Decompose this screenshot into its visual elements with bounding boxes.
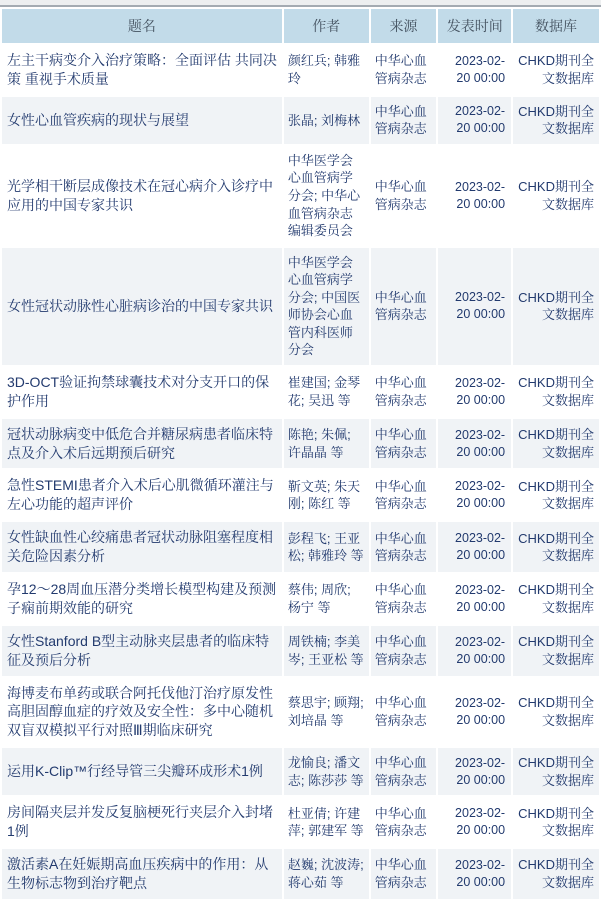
article-database-cell: CHKD期刊全文数据库 [513, 574, 599, 624]
article-database-cell: CHKD期刊全文数据库 [513, 419, 599, 469]
article-database-cell: CHKD期刊全文数据库 [513, 146, 599, 246]
article-title-link[interactable]: 女性心血管疾病的现状与展望 [7, 111, 189, 128]
article-title-link[interactable]: 光学相干断层成像技术在冠心病介入诊疗中应用的中国专家共识 [7, 177, 273, 213]
article-source-cell: 中华心血管病杂志 [371, 748, 437, 795]
article-published-cell: 2023-02-20 00:00 [438, 470, 511, 520]
article-title-cell [2, 849, 282, 899]
article-row [2, 574, 599, 624]
article-title-cell [2, 248, 282, 365]
article-source-cell: 中华心血管病杂志 [371, 248, 437, 365]
article-authors-cell: 中华医学会心血管病学分会; 中华心血管病杂志编辑委员会 [284, 146, 369, 246]
article-database-cell: CHKD期刊全文数据库 [513, 470, 599, 520]
article-authors-cell: 蔡思宇; 顾翔; 刘培晶 等 [284, 678, 369, 747]
article-authors-cell: 龙愉良; 潘文志; 陈莎莎 等 [284, 748, 369, 795]
article-row [2, 678, 599, 747]
article-source-cell: 中华心血管病杂志 [371, 522, 437, 572]
article-title-cell [2, 45, 282, 95]
article-source-cell: 中华心血管病杂志 [371, 45, 437, 95]
article-authors-cell: 靳文英; 朱天刚; 陈红 等 [284, 470, 369, 520]
article-source-cell: 中华心血管病杂志 [371, 97, 437, 144]
article-database-cell: CHKD期刊全文数据库 [513, 367, 599, 417]
article-title-cell [2, 626, 282, 676]
article-row [2, 797, 599, 847]
search-results-table [0, 7, 601, 901]
article-authors-cell: 中华医学会心血管病学分会; 中国医师协会心血管内科医师分会 [284, 248, 369, 365]
article-published-cell: 2023-02-20 00:00 [438, 146, 511, 246]
article-authors-cell: 蔡伟; 周欣; 杨宁 等 [284, 574, 369, 624]
article-source-cell: 中华心血管病杂志 [371, 574, 437, 624]
table-body [2, 45, 599, 899]
article-title-link[interactable]: 左主干病变介入治疗策略：全面评估 共同决策 重视手术质量 [7, 52, 277, 87]
article-title-link[interactable]: 女性缺血性心绞痛患者冠状动脉阻塞程度相关危险因素分析 [7, 529, 273, 565]
article-published-cell: 2023-02-20 00:00 [438, 97, 511, 144]
article-row [2, 849, 599, 899]
article-published-cell: 2023-02-20 00:00 [438, 419, 511, 469]
article-row [2, 522, 599, 572]
article-source-cell: 中华心血管病杂志 [371, 626, 437, 676]
article-published-cell: 2023-02-20 00:00 [438, 574, 511, 624]
article-row [2, 419, 599, 469]
article-title-link[interactable]: 冠状动脉病变中低危合并糖尿病患者临床特点及介入术后远期预后研究 [7, 425, 273, 461]
article-published-cell: 2023-02-20 00:00 [438, 748, 511, 795]
article-source-cell: 中华心血管病杂志 [371, 367, 437, 417]
article-row [2, 146, 599, 246]
article-database-cell: CHKD期刊全文数据库 [513, 522, 599, 572]
article-source-cell: 中华心血管病杂志 [371, 678, 437, 747]
article-title-link[interactable]: 房间隔夹层并发反复脑梗死行夹层介入封堵1例 [7, 804, 273, 840]
article-row [2, 45, 599, 95]
article-source-cell: 中华心血管病杂志 [371, 419, 437, 469]
article-database-cell: CHKD期刊全文数据库 [513, 797, 599, 847]
article-authors-cell: 赵巍; 沈波涛; 蒋心茹 等 [284, 849, 369, 899]
article-title-cell [2, 522, 282, 572]
article-source-cell: 中华心血管病杂志 [371, 849, 437, 899]
article-database-cell: CHKD期刊全文数据库 [513, 678, 599, 747]
article-published-cell: 2023-02-20 00:00 [438, 367, 511, 417]
article-row [2, 248, 599, 365]
article-title-link[interactable]: 3D-OCT验证拘禁球囊技术对分支开口的保护作用 [7, 373, 270, 409]
article-database-cell: CHKD期刊全文数据库 [513, 45, 599, 95]
article-title-link[interactable]: 运用K-Clip™行经导管三尖瓣环成形术1例 [7, 763, 263, 780]
article-title-cell [2, 97, 282, 144]
table-header-row [2, 9, 599, 43]
top-divider [0, 0, 601, 7]
article-database-cell: CHKD期刊全文数据库 [513, 626, 599, 676]
article-title-link[interactable]: 激活素A在妊娠期高血压疾病中的作用：从生物标志物到治疗靶点 [7, 856, 269, 892]
article-published-cell: 2023-02-20 00:00 [438, 849, 511, 899]
article-title-cell [2, 470, 282, 520]
column-header-published[interactable]: 发表时间 [438, 9, 511, 43]
article-row [2, 367, 599, 417]
column-header-authors[interactable]: 作者 [284, 9, 369, 43]
article-row [2, 470, 599, 520]
column-header-title[interactable]: 题名 [2, 9, 282, 43]
article-source-cell: 中华心血管病杂志 [371, 470, 437, 520]
article-title-cell [2, 419, 282, 469]
article-row [2, 97, 599, 144]
article-title-cell [2, 146, 282, 246]
article-source-cell: 中华心血管病杂志 [371, 146, 437, 246]
article-authors-cell: 陈艳; 朱佩; 许晶晶 等 [284, 419, 369, 469]
article-authors-cell: 周铁楠; 李美岑; 王亚松 等 [284, 626, 369, 676]
article-source-cell: 中华心血管病杂志 [371, 797, 437, 847]
article-authors-cell: 杜亚倩; 许建萍; 郭建军 等 [284, 797, 369, 847]
article-authors-cell: 彭程飞; 王亚松; 韩雅玲 等 [284, 522, 369, 572]
article-row [2, 748, 599, 795]
article-published-cell: 2023-02-20 00:00 [438, 626, 511, 676]
article-row [2, 626, 599, 676]
article-title-link[interactable]: 海博麦布单药或联合阿托伐他汀治疗原发性高胆固醇血症的疗效及安全性：多中心随机双盲双模拟平行对照Ⅲ期临床研究 [7, 684, 273, 739]
article-title-link[interactable]: 急性STEMI患者介入术后心肌微循环灌注与左心功能的超声评价 [7, 477, 274, 513]
article-database-cell: CHKD期刊全文数据库 [513, 849, 599, 899]
column-header-database[interactable]: 数据库 [513, 9, 599, 43]
article-title-link[interactable]: 孕12～28周血压潜分类增长模型构建及预测子痫前期效能的研究 [7, 581, 277, 616]
article-title-cell [2, 574, 282, 624]
article-database-cell: CHKD期刊全文数据库 [513, 97, 599, 144]
article-published-cell: 2023-02-20 00:00 [438, 248, 511, 365]
article-authors-cell: 张晶; 刘梅林 [284, 97, 369, 144]
article-title-cell [2, 748, 282, 795]
column-header-source[interactable]: 来源 [371, 9, 437, 43]
article-database-cell: CHKD期刊全文数据库 [513, 748, 599, 795]
article-title-cell [2, 678, 282, 747]
article-title-link[interactable]: 女性冠状动脉性心脏病诊治的中国专家共识 [7, 297, 273, 314]
article-title-cell [2, 367, 282, 417]
article-published-cell: 2023-02-20 00:00 [438, 522, 511, 572]
article-authors-cell: 崔建国; 金琴花; 吴迅 等 [284, 367, 369, 417]
article-published-cell: 2023-02-20 00:00 [438, 678, 511, 747]
article-published-cell: 2023-02-20 00:00 [438, 45, 511, 95]
article-title-cell [2, 797, 282, 847]
article-title-link[interactable]: 女性Stanford B型主动脉夹层患者的临床特征及预后分析 [7, 632, 270, 668]
article-database-cell: CHKD期刊全文数据库 [513, 248, 599, 365]
article-published-cell: 2023-02-20 00:00 [438, 797, 511, 847]
article-authors-cell: 颜红兵; 韩雅玲 [284, 45, 369, 95]
